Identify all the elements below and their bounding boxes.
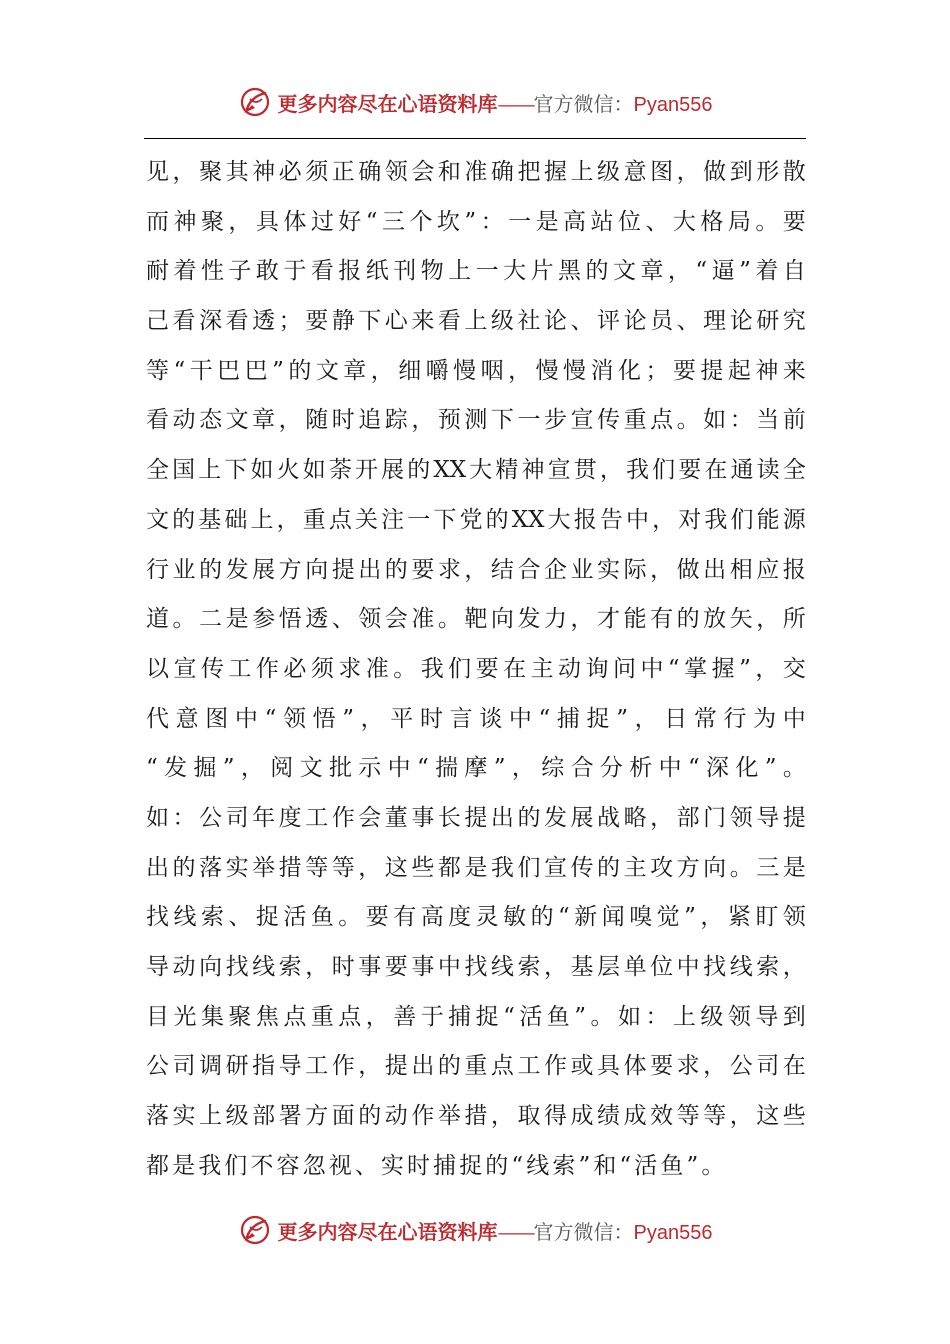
body-line: 等 “ 干 巴 巴 ” 的 文 章 ， 细 嚼 慢 咽 ， 慢 慢 消 化 ； 要 提 起 神 来	[146, 357, 806, 384]
body-line: 己 看 深 看 透 ； 要 静 下 心 来 看 上 级 社 论 、 评 论 员 、 理 论 研 究	[146, 308, 806, 335]
header-banner-wechat-id: Pyan556	[633, 93, 713, 116]
header-divider	[144, 138, 806, 139]
body-line: 如 ： 公 司 年 度 工 作 会 董 事 长 提 出 的 发 展 战 略 ， 部 门 领 导 提	[146, 804, 806, 831]
body-line: 都是我们不容忽视、实时捕捉的“线索”和“活鱼”。	[146, 1152, 728, 1179]
body-line: 而 神 聚 ， 具 体 过 好 “ 三 个 坎 ” ： 一 是 高 站 位 、 大 格 局 。 要	[146, 208, 806, 235]
body-line: 代 意 图 中 “ 领 悟 ” ， 平 时 言 谈 中 “ 捕 捉 ” ， 日 常 行 为 中	[146, 705, 806, 732]
body-line: 出 的 落 实 举 措 等 等 ， 这 些 都 是 我 们 宣 传 的 主 攻 方 向 。 三 是	[146, 854, 806, 881]
header-banner-dash: ——	[497, 91, 534, 116]
body-line: 公 司 调 研 指 导 工 作 ， 提 出 的 重 点 工 作 或 具 体 要 求 ， 公 司 在	[146, 1053, 806, 1080]
pen-swirl-logo-icon	[238, 1213, 272, 1247]
footer-banner-title: 更多内容尽在心语资料库	[277, 1219, 498, 1244]
body-line: 找 线 索 、 捉 活 鱼 。 要 有 高 度 灵 敏 的 “ 新 闻 嗅 觉 ” ， 紧 盯 领	[146, 904, 806, 931]
document-body	[146, 148, 806, 1191]
header-banner-label: 官方微信：	[533, 91, 634, 116]
body-line: 看 动 态 文 章 ， 随 时 追 踪 ， 预 测 下 一 步 宣 传 重 点 。 如 ： 当 前	[146, 407, 806, 434]
body-line: 以 宣 传 工 作 必 须 求 准 。 我 们 要 在 主 动 询 问 中 “ 掌 握 ” ， 交	[146, 655, 806, 682]
footer-banner	[0, 1210, 950, 1250]
pen-swirl-logo-icon	[238, 85, 272, 119]
body-line: 全 国 上 下 如 火 如 荼 开 展 的 XX 大 精 神 宣 贯 ， 我 们 要 在 通 读 全	[146, 457, 806, 484]
footer-banner-wechat-id: Pyan556	[633, 1221, 713, 1244]
footer-banner-dash: ——	[497, 1219, 534, 1244]
footer-banner-label: 官方微信：	[533, 1219, 634, 1244]
header-banner-title: 更多内容尽在心语资料库	[277, 91, 498, 116]
header-banner	[0, 82, 950, 122]
body-line: 道 。 二 是 参 悟 透 、 领 会 准 。 靶 向 发 力 ， 才 能 有 的 放 矢 ， 所	[146, 606, 806, 633]
body-line: 落 实 上 级 部 署 方 面 的 动 作 举 措 ， 取 得 成 绩 成 效 等 等 ， 这 些	[146, 1103, 806, 1130]
body-line: 耐 着 性 子 敢 于 看 报 纸 刊 物 上 一 大 片 黑 的 文 章 ， “ 逼 ” 着 自	[146, 258, 806, 285]
body-line: 行 业 的 发 展 方 向 提 出 的 要 求 ， 结 合 企 业 实 际 ， 做 出 相 应 报	[146, 556, 806, 583]
header-banner-text	[278, 88, 713, 117]
body-line: 导 动 向 找 线 索 ， 时 事 要 事 中 找 线 索 ， 基 层 单 位 中 找 线 索 ，	[146, 954, 806, 980]
body-line: 见 ， 聚 其 神 必 须 正 确 领 会 和 准 确 把 握 上 级 意 图 ， 做 到 形 散	[146, 159, 806, 185]
body-line: 目 光 集 聚 焦 点 重 点 ， 善 于 捕 捉 “ 活 鱼 ” 。 如 ： 上 级 领 导 到	[146, 1003, 806, 1030]
footer-banner-text	[278, 1216, 713, 1245]
body-line: “ 发 掘 ” ， 阅 文 批 示 中 “ 揣 摩 ” ， 综 合 分 析 中 “ 深 化 ” 。	[146, 755, 806, 782]
body-line: 文 的 基 础 上 ， 重 点 关 注 一 下 党 的 XX 大 报 告 中 ， 对 我 们 能 源	[146, 506, 806, 533]
